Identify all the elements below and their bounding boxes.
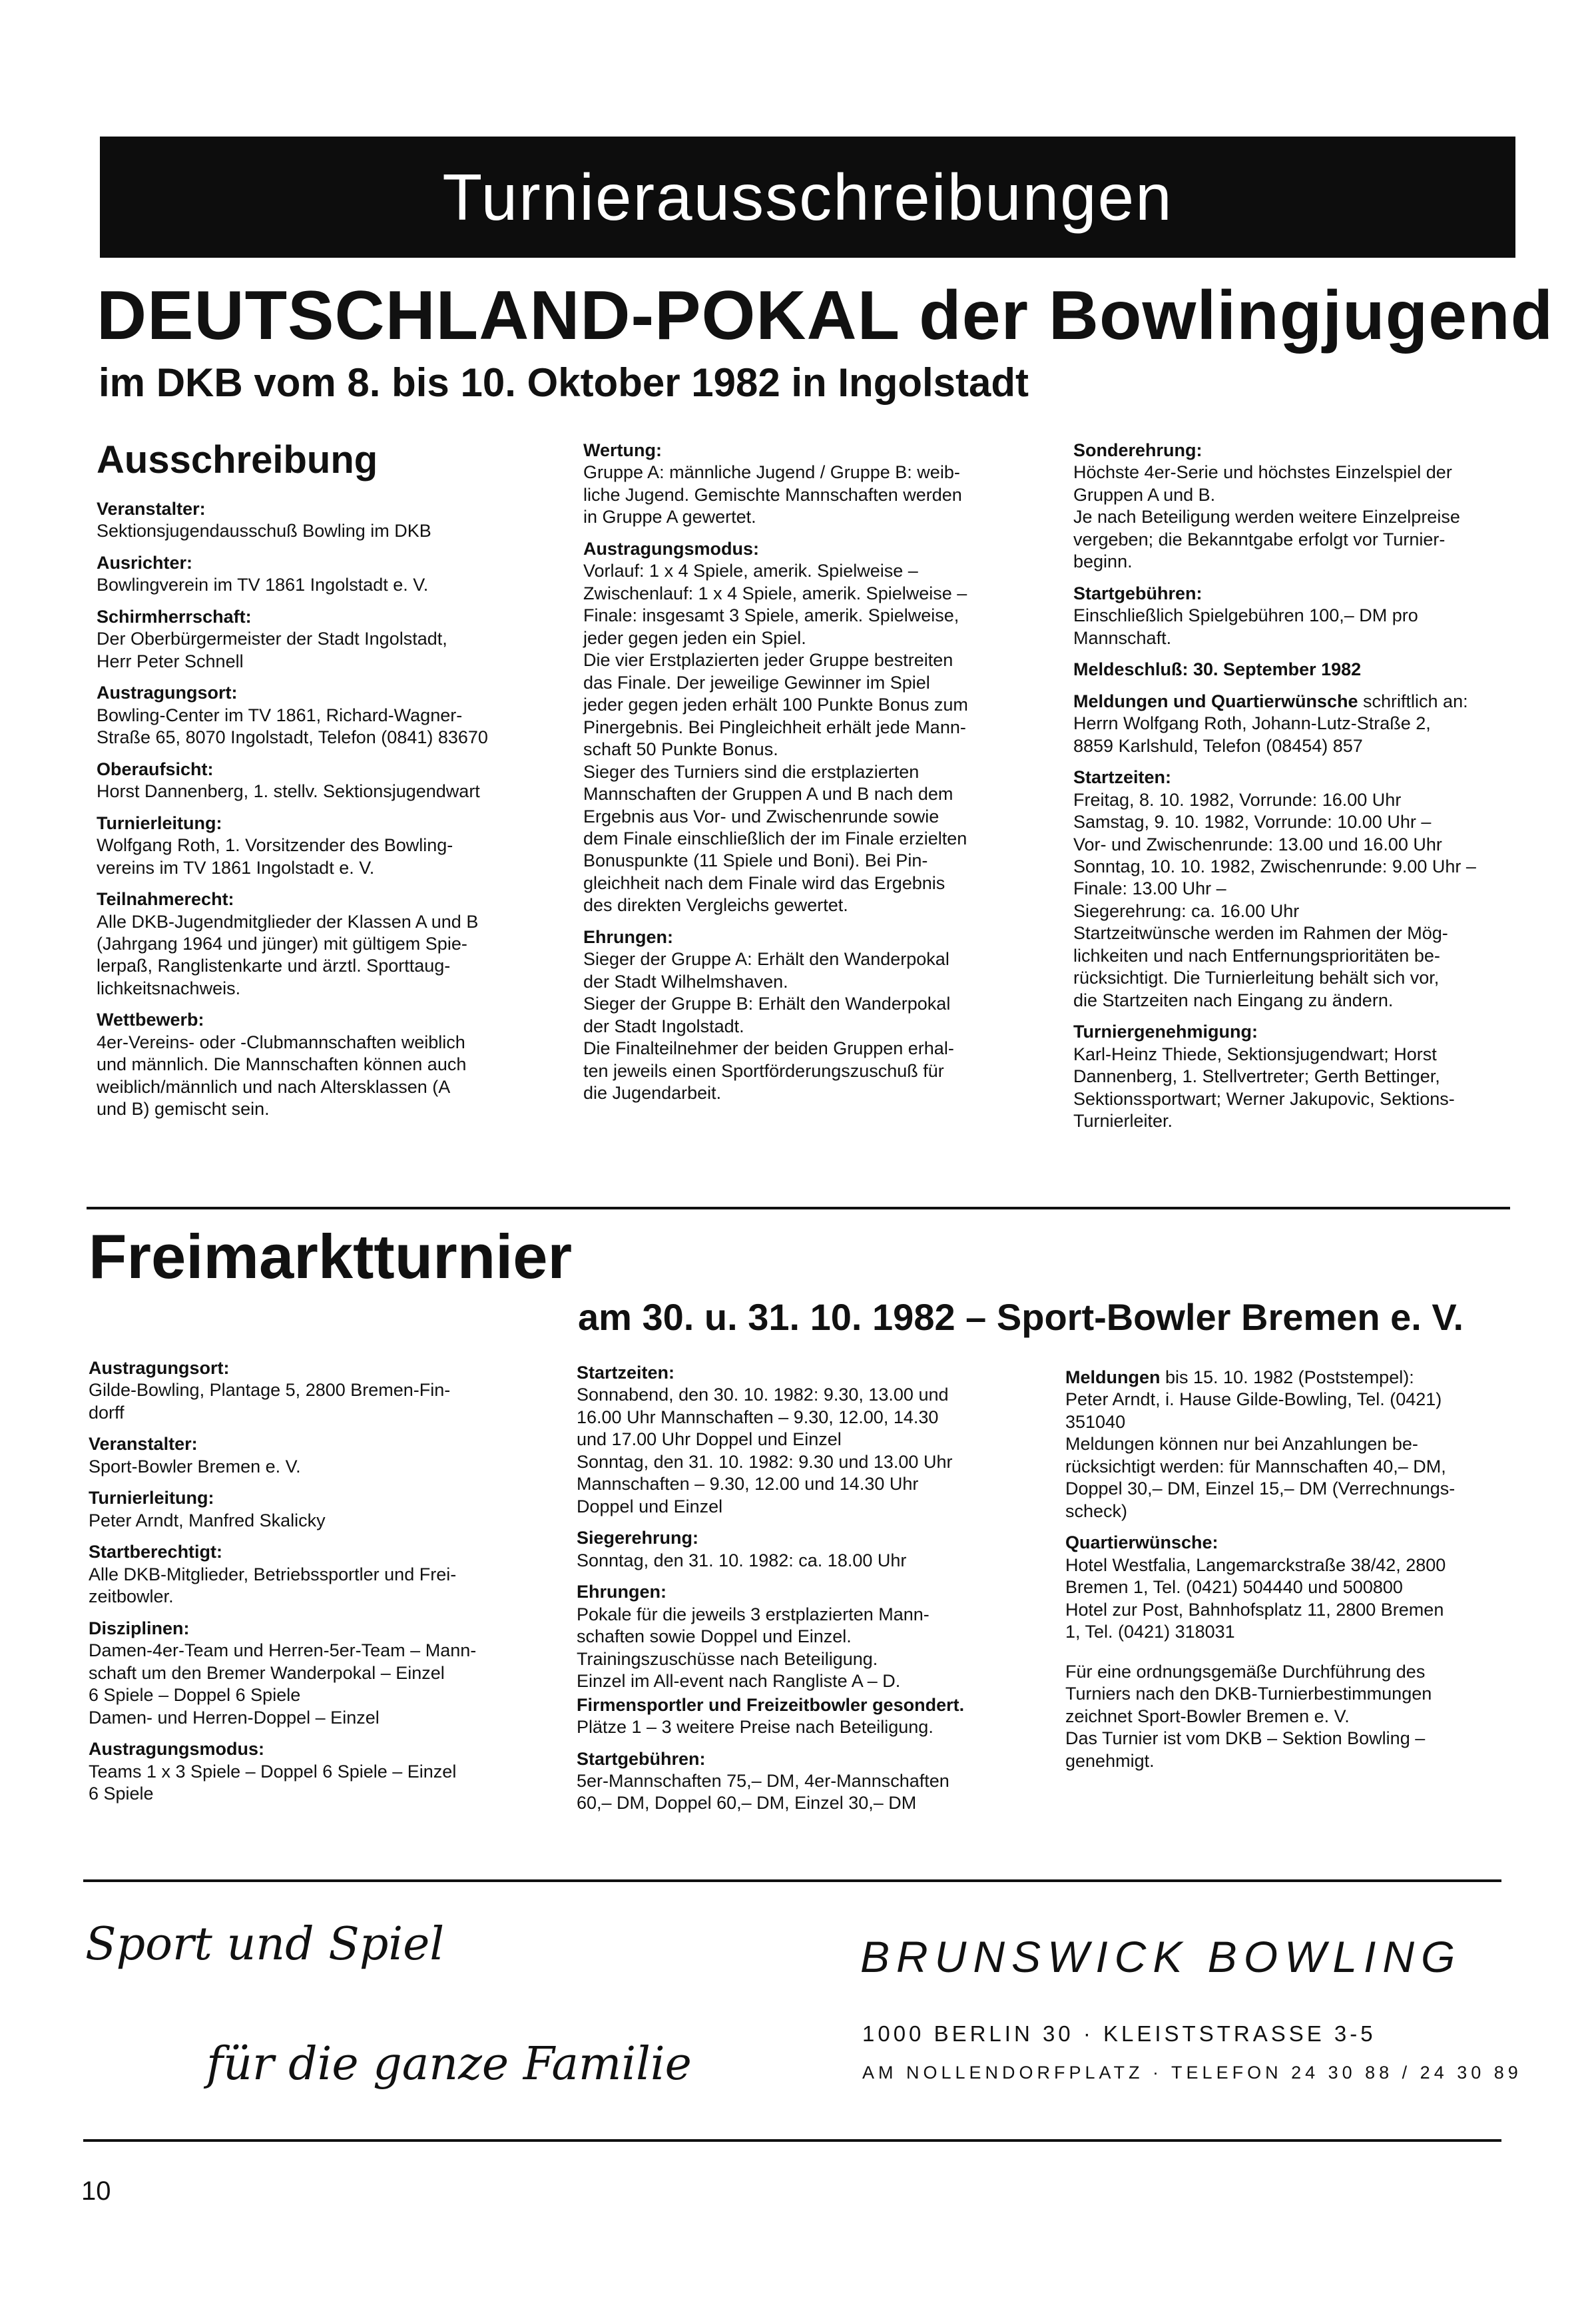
field-text: Pokale für die jeweils 3 erstplazierten Mann- schaften sowie Doppel und Einzel. Trainingszuschüsse nach Beteiligung. Einzel im All-event nach Rangliste A – D.: [577, 1604, 930, 1692]
tournament-2-title: Freimarktturnier: [89, 1221, 573, 1291]
field-text: Wolfgang Roth, 1. Vorsitzender des Bowling- vereins im TV 1861 Ingolstadt e. V.: [97, 835, 453, 878]
label-text: Turnierleitung:: [97, 813, 222, 833]
field-text: Bowling-Center im TV 1861, Richard-Wagner- Straße 65, 8070 Ingolstadt, Telefon (0841) 83670: [97, 705, 488, 748]
field-label: [1065, 1367, 1511, 1389]
field-label: [97, 682, 539, 704]
field-text: Der Oberbürgermeister der Stadt Ingolstadt, Herr Peter Schnell: [97, 629, 447, 671]
label-text: Austragungsort:: [89, 1358, 230, 1378]
label-text: Ausrichter:: [97, 552, 193, 573]
ad-slogan-line-1: Sport und Spiel: [85, 1918, 445, 1971]
page-number: 10: [81, 2176, 111, 2206]
field-text: Horst Dannenberg, 1. stellv. Sektionsjugendwart: [97, 781, 480, 802]
t1-column-3: [1073, 440, 1519, 1133]
ad-slogan-line-2: für die ganze Familie: [206, 2038, 692, 2091]
field-text: Freitag, 8. 10. 1982, Vorrunde: 16.00 Uhr Samstag, 9. 10. 1982, Vorrunde: 10.00 Uhr – Vor- und Zwischenrunde: 13.00 und 16.00 Uhr Sonntag, 10. 10. 1982, Zwischenrunde: 9.00 Uhr – Finale: 13.00 Uhr – Siegerehrung: ca. 16.00 Uhr Startzeitwünsche werden im Rahmen der Mög- lichkeiten und nach Entfernungsprioritäten be- rücksichtigt. Die Turnierleitung behält sich vor, die Startzeiten nach Eingang zu ändern.: [1073, 789, 1476, 1010]
field-label: [97, 1009, 539, 1031]
field-label: [577, 1581, 1024, 1603]
field-label: [97, 888, 539, 910]
field-label: [1073, 583, 1519, 605]
label-text: Teilnahmerecht:: [97, 889, 234, 910]
field-label: [577, 1527, 1024, 1549]
label-inline-text: schriftlich an:: [1358, 691, 1468, 711]
label-text: Wettbewerb:: [97, 1010, 204, 1030]
field-text: Gilde-Bowling, Plantage 5, 2800 Bremen-Fin- dorff: [89, 1380, 451, 1423]
t2-column-1: [89, 1357, 531, 1805]
field-label: [89, 1487, 531, 1509]
brunswick-brand: BRUNSWICK BOWLING: [860, 1932, 1462, 1981]
divider-rule-2: [83, 1879, 1501, 1882]
label-text: Austragungsmodus:: [583, 538, 760, 559]
field-label: [89, 1738, 531, 1760]
field-text: Alle DKB-Jugendmitglieder der Klassen A und B (Jahrgang 1964 und jünger) mit gültigem Spie- lerpaß, Ranglistenkarte und ärztl. Sporttaug- lichkeitsnachweis.: [97, 911, 479, 998]
ad-address-line-2: AM NOLLENDORFPLATZ · TELEFON 24 30 88 / 24 30 89: [862, 2063, 1522, 2083]
field-text: Herrn Wolfgang Roth, Johann-Lutz-Straße 2, 8859 Karlshuld, Telefon (08454) 857: [1073, 713, 1431, 756]
field-label: [577, 1694, 1024, 1716]
announcement-heading: Ausschreibung: [97, 438, 378, 482]
field-text: Sonnabend, den 30. 10. 1982: 9.30, 13.00 und 16.00 Uhr Mannschaften – 9.30, 12.00, 14.30 und 17.00 Uhr Doppel und Einzel Sonntag, den 31. 10. 1982: 9.30 und 13.00 Uhr Mannschaften – 9.30, 12.00 und 14.30 Uhr Doppel und Einzel: [577, 1385, 953, 1516]
field-text: Für eine ordnungsgemäße Durchführung des Turniers nach den DKB-Turnierbestimmungen zeichnet Sport-Bowler Bremen e. V. Das Turnier ist vom DKB – Sektion Bowling – genehmigt.: [1065, 1661, 1432, 1771]
tournament-1-title: DEUTSCHLAND-POKAL der Bowlingjugend: [97, 277, 1554, 354]
label-text: Ehrungen:: [577, 1582, 666, 1602]
label-text: Turniergenehmigung:: [1073, 1022, 1258, 1042]
label-text: Schirmherrschaft:: [97, 606, 252, 627]
label-inline-text: bis 15. 10. 1982 (Poststempel):: [1160, 1367, 1414, 1387]
label-text: Veranstalter:: [89, 1434, 198, 1455]
label-text: Quartierwünsche:: [1065, 1532, 1218, 1553]
field-text: Sport-Bowler Bremen e. V.: [89, 1456, 301, 1477]
field-text: Karl-Heinz Thiede, Sektionsjugendwart; Horst Dannenberg, 1. Stellvertreter; Gerth Bettinger, Sektionssportwart; Werner Jakupovic, Sektions- Turnierleiter.: [1073, 1044, 1455, 1132]
label-text: Firmensportler und Freizeitbowler gesondert.: [577, 1694, 965, 1715]
field-label: [97, 606, 539, 628]
field-text: Peter Arndt, Manfred Skalicky: [89, 1510, 326, 1530]
label-text: Oberaufsicht:: [97, 759, 214, 779]
field-text: Peter Arndt, i. Hause Gilde-Bowling, Tel. (0421) 351040 Meldungen können nur bei Anzahlungen be- rücksichtigt werden: für Mannschaften 40,– DM, Doppel 30,– DM, Einzel 15,– DM (Verrechnungs- scheck): [1065, 1389, 1456, 1521]
label-text: Meldungen: [1065, 1367, 1161, 1387]
ad-address-line-1: 1000 BERLIN 30 · KLEISTSTRASSE 3-5: [862, 2021, 1376, 2046]
label-text: Startgebühren:: [577, 1748, 706, 1769]
field-label: [97, 498, 539, 520]
field-label: [1073, 691, 1519, 713]
t2-column-3: [1065, 1367, 1511, 1772]
t2-column-2: [577, 1362, 1024, 1815]
field-label: [89, 1433, 531, 1455]
field-text: Sieger der Gruppe A: Erhält den Wanderpokal der Stadt Wilhelmshaven. Sieger der Gruppe B: Erhält den Wanderpokal der Stadt Ingolstadt. Die Finalteilnehmer der beiden Gruppen erhal- ten jeweils einen Sportförderungszuschuß für die Jugendarbeit.: [583, 949, 954, 1104]
section-banner: Turnierausschreibungen: [100, 137, 1515, 258]
label-text: Veranstalter:: [97, 499, 206, 519]
tournament-2-subtitle: am 30. u. 31. 10. 1982 – Sport-Bowler Bremen e. V.: [578, 1296, 1464, 1338]
field-label: [97, 813, 539, 834]
t1-column-2: [583, 440, 1031, 1105]
field-text: 4er-Vereins- oder -Clubmannschaften weiblich und männlich. Die Mannschaften können auch weiblich/männlich und nach Altersklassen (A und B) gemischt sein.: [97, 1032, 467, 1120]
field-label: [1073, 767, 1519, 789]
field-text: Einschließlich Spielgebühren 100,– DM pro Mannschaft.: [1073, 605, 1418, 648]
label-text: Wertung:: [583, 440, 662, 460]
label-text: Meldeschluß: 30. September 1982: [1073, 659, 1362, 680]
label-text: Turnierleitung:: [89, 1488, 214, 1508]
field-label: [577, 1362, 1024, 1384]
field-label: [1073, 1021, 1519, 1043]
field-label: [583, 440, 1031, 462]
field-label: [1073, 440, 1519, 462]
field-text: Vorlauf: 1 x 4 Spiele, amerik. Spielweise – Zwischenlauf: 1 x 4 Spiele, amerik. Spielweise – Finale: insgesamt 3 Spiele, amerik. Spielweise, jeder gegen jeden ein Spiel. Die vier Erstplazierten jeder Gruppe bestreiten das Finale. Der jeweilige Gewinner im Spiel jeder gegen jeden erhält 100 Punkte Bonus zum Pinergebnis. Bei Pingleichheit erhält jede Mann- schaft 50 Punkte Bonus. Sieger des Turniers sind die erstplazierten Mannschaften der Gruppen A und B nach dem Ergebnis aus Vor- und Zwischenrunde sowie dem Finale einschließlich der im Finale erzielten Bonuspunkte (11 Spiele und Boni). Bei Pin- gleichheit nach dem Finale wird das Ergebnis des direkten Vergleichs gewertet.: [583, 561, 968, 916]
field-label: [1065, 1532, 1511, 1554]
field-text: Gruppe A: männliche Jugend / Gruppe B: weib- liche Jugend. Gemischte Mannschaften werden in Gruppe A gewertet.: [583, 462, 962, 527]
field-label: [1073, 659, 1519, 681]
field-text: Höchste 4er-Serie und höchstes Einzelspiel der Gruppen A und B. Je nach Beteiligung werden weitere Einzelpreise vergeben; die Bekanntgabe erfolgt vor Turnier- beginn.: [1073, 462, 1460, 572]
divider-rule-3: [83, 2139, 1501, 2142]
label-text: Austragungsort:: [97, 683, 238, 703]
label-text: Sonderehrung:: [1073, 440, 1202, 460]
field-text: Sonntag, den 31. 10. 1982: ca. 18.00 Uhr: [577, 1550, 907, 1570]
field-label: [89, 1618, 531, 1640]
field-label: [97, 552, 539, 574]
label-text: Ehrungen:: [583, 926, 673, 947]
divider-rule-1: [87, 1207, 1510, 1209]
tournament-1-subtitle: im DKB vom 8. bis 10. Oktober 1982 in Ingolstadt: [99, 360, 1029, 405]
label-text: Meldungen und Quartierwünsche: [1073, 691, 1358, 711]
label-text: Austragungsmodus:: [89, 1739, 265, 1760]
label-text: Startzeiten:: [577, 1363, 675, 1383]
label-text: Siegerehrung:: [577, 1528, 699, 1548]
field-text: 5er-Mannschaften 75,– DM, 4er-Mannschaften 60,– DM, Doppel 60,– DM, Einzel 30,– DM: [577, 1770, 949, 1813]
field-text: Plätze 1 – 3 weitere Preise nach Beteiligung.: [577, 1717, 933, 1738]
field-label: [583, 926, 1031, 948]
field-label: [89, 1357, 531, 1379]
label-text: Disziplinen:: [89, 1618, 190, 1638]
field-label: [577, 1748, 1024, 1770]
spacer: [1065, 1644, 1511, 1661]
field-label: [89, 1541, 531, 1563]
field-text: Sektionsjugendausschuß Bowling im DKB: [97, 521, 431, 541]
field-label: [583, 538, 1031, 560]
label-text: Startzeiten:: [1073, 767, 1172, 788]
field-text: Alle DKB-Mitglieder, Betriebssportler und Frei- zeitbowler.: [89, 1564, 457, 1607]
field-text: Damen-4er-Team und Herren-5er-Team – Mann- schaft um den Bremer Wanderpokal – Einzel 6 Spiele – Doppel 6 Spiele Damen- und Herren-Doppel – Einzel: [89, 1640, 477, 1728]
t1-column-1: [97, 498, 539, 1121]
label-text: Startberechtigt:: [89, 1542, 223, 1562]
field-text: Bowlingverein im TV 1861 Ingolstadt e. V.: [97, 575, 429, 595]
label-text: Startgebühren:: [1073, 583, 1202, 603]
field-label: [97, 759, 539, 781]
field-text: Teams 1 x 3 Spiele – Doppel 6 Spiele – Einzel 6 Spiele: [89, 1761, 457, 1804]
field-text: Hotel Westfalia, Langemarckstraße 38/42, 2800 Bremen 1, Tel. (0421) 504440 und 500800 Hotel zur Post, Bahnhofsplatz 11, 2800 Bremen 1, Tel. (0421) 318031: [1065, 1554, 1446, 1642]
